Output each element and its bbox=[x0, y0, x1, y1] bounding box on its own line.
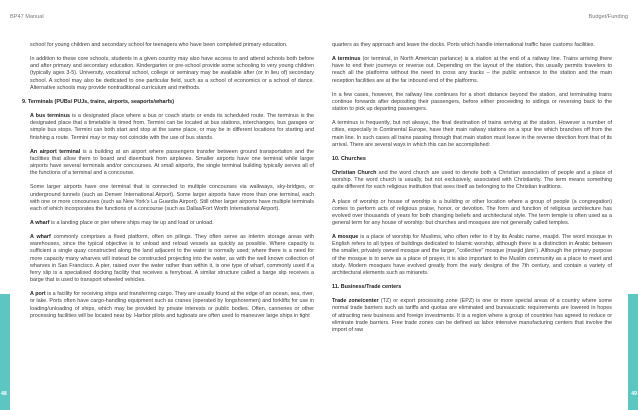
paragraph bbox=[30, 113, 314, 142]
paragraph bbox=[30, 234, 314, 284]
term: An airport terminal bbox=[30, 148, 81, 155]
page-number-right: 49 bbox=[631, 391, 637, 397]
right-column bbox=[332, 42, 612, 341]
term: A wharf bbox=[30, 219, 50, 226]
paragraph bbox=[30, 149, 314, 178]
term: Christian Church bbox=[332, 170, 377, 177]
section-heading: 9. Terminals (PUBs/ PUJs, trains, airports, seaports/wharfs) bbox=[22, 98, 175, 105]
left-column bbox=[22, 42, 315, 327]
paragraph: A terminus is frequently, but not always, the final destination of trains arriving at the station. However a number of cities, especially in Continental Europe, have their main railway stations on a spur line which branches off from the main line. In such cases all trains passing through that main station must leave in the reverse direction from that of its arrival. There are several ways in which this can be accomplished: bbox=[332, 120, 612, 148]
term: A bus terminus bbox=[30, 113, 71, 120]
term-text: is a facility for receiving ships and transferring cargo. They are usually found at the edge of an ocean, sea, river, or lake. Ports often have cargo-handling equipment such as cranes (operated by longshoremen) and forklifts for use in loading/unloading of ships, which may be provided by private interests or public bodies. Often, canneries or other processing facilities will be located near by. Harbor pilots and tugboats are often used to maneuver large ships in tight bbox=[30, 291, 315, 319]
paragraph bbox=[332, 298, 612, 334]
term-text: and the word church are used to denote both a Christian association of people and a place of worship. The word church is usually, but not exclusively, associated with Christianity. The term means something quite different for each religious institution that sees itself as belonging to the Christian traditions. bbox=[332, 170, 613, 191]
paragraph: In addition to these core schools, students in a given country may also have access to and attend schools both before and after primary and secondary education. Kindergarten or pre-school provide some schooling to very young children (typically ages 3-5). University, vocational school, college or seminary may be available after (or in lieu of) secondary school. A school may also be dedicated to one particular field, such as a school of economics or a school of dance. Alternative schools may provide nontraditional curriculum and methods. bbox=[30, 56, 314, 91]
paragraph bbox=[332, 56, 612, 85]
term: A mosque bbox=[332, 234, 359, 241]
term-text: is a place of worship for Muslims, who often refer to it by its Arabic name, masjid. The word mosque in English refers to all types of buildings dedicated to Islamic worship, although there is a distinction in Arabic between the smaller, privately owned mosque and the larger, "collective" mosque (masjid jāmiʿ). Although the primary purpose of the mosque is to serve as a place of prayer, it is also important to the Muslim community as a place to meet and study. Modern mosques have evolved greatly from the early designs of the 7th century, and contain a variety of architectural elements such as minarets. bbox=[332, 234, 612, 276]
term-text: is a designated place where a bus or coach starts or ends its scheduled route. The terminus is the designated place that a timetable is timed from. Termini can be located at bus stations, interchanges, bus garages or simple bus stops. Termini can both start and stop at the same place, or may be in different locations for starting and finishing a route. Termini may or may not coincide with the use of bus stands. bbox=[30, 113, 314, 141]
page-number-left: 48 bbox=[1, 391, 7, 397]
section-heading: 11. Business/Trade centers bbox=[332, 284, 402, 291]
term: A wharf bbox=[30, 234, 51, 241]
term-text: commonly comprises a fixed platform, often on pilings. They often serve as interim storage areas with warehouses, since the typical objective is to unload and reload vessels as quickly as possible. Where capacity is sufficient a single quay constructed along the land adjacent to the water is normally used; where there is a need for more capacity many wharves will instead be constructed projecting into the water, as with the well known collection of wharves in San Francisco. A pier, raised over the water rather than within it, is one type of wharf, commonly used if a ferry slip is a specialised docking facility that receives a ferryboat. A similar structure called a barge slip receives a barge that is used to transport wheeled vehicles. bbox=[30, 234, 314, 284]
term: A port bbox=[30, 291, 46, 298]
paragraph bbox=[30, 291, 314, 320]
term-text: (TZ) or export processing zone (EPZ) is one or more special areas of a country where some normal trade barriers such as tariffs and quotas are eliminated and bureaucratic requirements are lowered in hopes of attracting new business and foreign investments. It is a region where a group of countries has agreed to reduce or eliminate trade barriers. Free trade zones can be defined as labor intensive manufacturing centers that involve the import of raw bbox=[332, 298, 612, 333]
paragraph: In a few cases, however, the railway line continues for a short distance beyond the station, and terminating trains continue forwards after depositing their passengers, before either proceeding to sidings or reversing back to the station to pick up departing passengers. bbox=[332, 91, 612, 113]
paragraph bbox=[332, 234, 612, 277]
term-text: is a landing place or pier where ships may tie up and load or unload. bbox=[49, 219, 214, 226]
paragraph: quarters as they approach and leave the docks. Ports which handle international traffic have customs facilities. bbox=[332, 42, 595, 48]
paragraph bbox=[30, 220, 314, 227]
term: A terminus bbox=[332, 56, 361, 63]
term: Trade zone/center bbox=[332, 298, 379, 305]
paragraph: A place of worship or house of worship is a building or other location where a group of people (a congregation) comes to perform acts of religious praise, honor, or devotion. The form and function of religious architecture has evolved over thousands of years for both changing beliefs and architectural style. The term temple is often used as a general term for any house of worship: but churches and mosques are not generally called temples. bbox=[332, 198, 612, 226]
term-text: is a building at an airport where passengers transfer between ground transportation and the facilities that allow them to board and disembark from airplanes. Smaller airports have one terminal while larger airports have several terminals and/or concourses. At small airports, the single terminal building typically serves all of the functions of a terminal and a concourse. bbox=[30, 148, 315, 177]
header-right: Budget/Funding bbox=[588, 14, 628, 20]
paragraph: school for young children and secondary school for teenagers who have been completed primary education. bbox=[30, 42, 288, 48]
paragraph bbox=[332, 170, 612, 191]
paragraph: Some larger airports have one terminal that is connected to multiple concourses via walkways, sky-bridges, or underground tunnels (such as Denver International Airport). Some larger airports have more than one terminal, each with one or more concourses (such as New York's La Guardia Airport). Still other larger airports have multiple terminals each of which incorporates the functions of a concourse (such as Dallas/Fort Worth International Airport). bbox=[30, 184, 314, 212]
term-text: (or terminal, in North American parlance) is a station at the end of a railway line. Trains arriving there have to end their journeys or reverse out. Depending on the layout of the station, this usually permits travelers to reach all the platforms without the need to cross any tracks – the public entrance to the station and the main reception facilities are at the far inbound end of the platforms. bbox=[332, 56, 612, 84]
header-left: BP47 Manual bbox=[10, 14, 44, 20]
section-heading: 10. Churches bbox=[332, 155, 366, 162]
